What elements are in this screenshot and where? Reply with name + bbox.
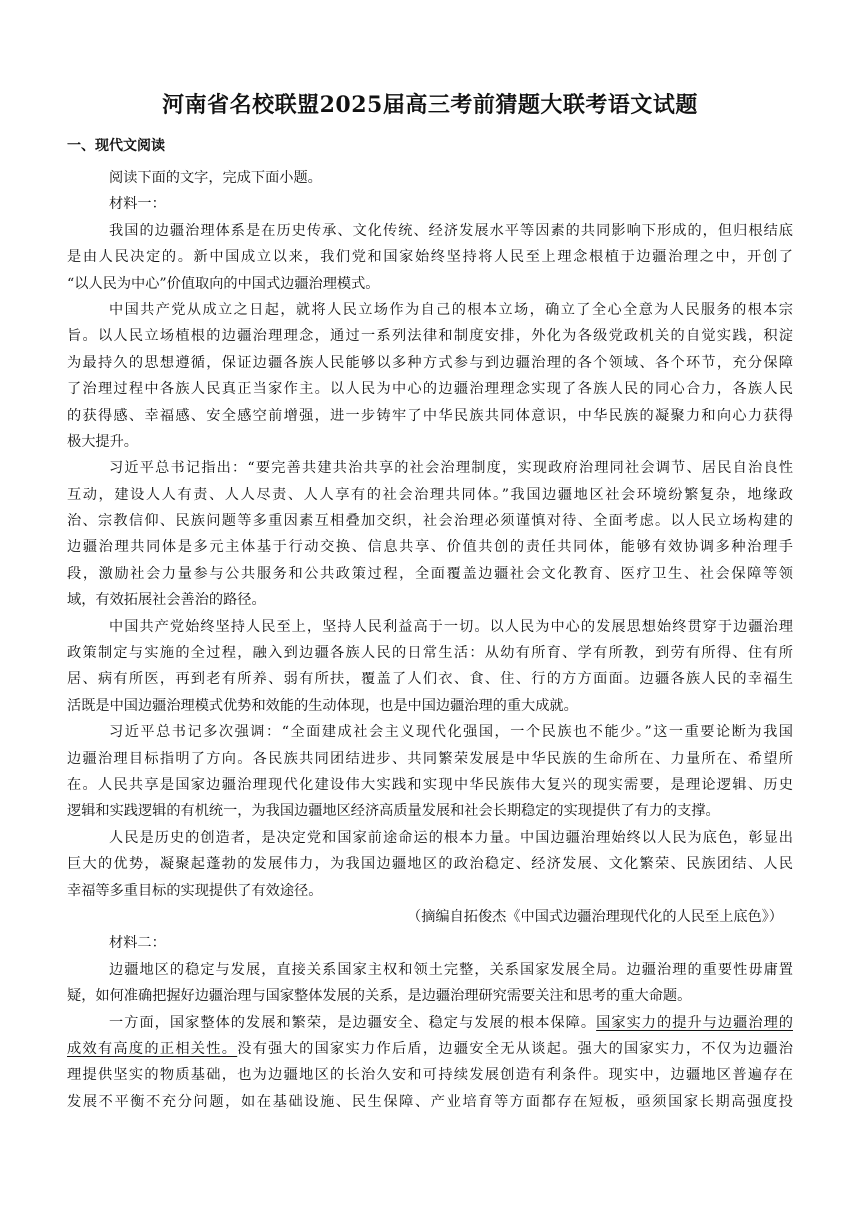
text-line: 习近平总书记指出：“要完善共建共治共享的社会治理制度，实现政府治理同社会调节、居民自治良性 (109, 460, 793, 477)
underlined-text: 国家实力的提升与边疆治理的 (596, 1014, 793, 1031)
underlined-text: 成效有高度的正相关性。 (67, 1040, 238, 1057)
text-plain: 没有强大的国家实力作后盾，边疆安全无从谈起。强大的国家实力，不仅为边疆治 (237, 1040, 793, 1057)
text-line: 阅读下面的文字，完成下面小题。 (109, 170, 322, 186)
text-line: 我国的边疆治理体系是在历史传承、文化传统、经济发展水平等因素的共同影响下形成的，但归根结底 (109, 222, 793, 239)
text-line: 了治理过程中各族人民真正当家作主。以人民为中心的边疆治理理念实现了各族人民的同心合力，各族人民 (67, 381, 793, 398)
text-line: 居、病有所医，再到老有所养、弱有所扶，覆盖了人们衣、食、住、行的方方面面。边疆各族人民的幸福生 (67, 671, 793, 688)
text-line: 中国共产党始终坚持人民至上，坚持人民利益高于一切。以人民为中心的发展思想始终贯穿于边疆治理 (109, 618, 793, 635)
text-line: 人民是历史的创造者，是决定党和国家前途命运的根本力量。中国边疆治理始终以人民为底色，彰显出 (109, 829, 793, 846)
text-line: 习近平总书记多次强调：“全面建成社会主义现代化强国，一个民族也不能少。”这一重要论断为我国 (109, 724, 793, 741)
text-line: 疑，如何准确把握好边疆治理与国家整体发展的关系，是边疆治理研究需要关注和思考的重大命题。 (67, 988, 692, 1005)
text-line: 材料二： (109, 935, 166, 952)
text-line: 政策制定与实施的全过程，融入到边疆各族人民的日常生活：从幼有所育、学有所教，到劳有所得、住有所 (67, 645, 793, 662)
text-line: 中国共产党从成立之日起，就将人民立场作为自己的根本立场，确立了全心全意为人民服务的根本宗 (109, 301, 793, 318)
text-line: 边疆治理共同体是多元主体基于行动交换、信息共享、价值共创的责任共同体，能够有效协调多种治理手 (67, 539, 793, 556)
text-line: 段，激励社会力量参与公共服务和公共政策过程，全面覆盖边疆社会文化教育、医疗卫生、社会保障等领 (67, 565, 793, 582)
text-line: 材料一： (109, 196, 166, 213)
document-title: 河南省名校联盟2025届高三考前猜题大联考语文试题 (162, 92, 698, 118)
text-line: 旨。以人民立场植根的边疆治理理念，通过一系列法律和制度安排，外化为各级党政机关的自觉实践，积淀 (67, 328, 793, 345)
text-line: “以人民为中心”价值取向的中国式边疆治理模式。 (67, 275, 380, 292)
text-line: 是由人民决定的。新中国成立以来，我们党和国家始终坚持将人民至上理念根植于边疆治理之中，开创了 (67, 249, 793, 266)
text-plain: 一方面，国家整体的发展和繁荣，是边疆安全、稳定与发展的根本保障。 (109, 1014, 597, 1031)
section-heading: 一、现代文阅读 (67, 138, 165, 154)
text-line: 为最持久的思想遵循，保证边疆各族人民能够以多种方式参与到边疆治理的各个领域、各个环节，充分保障 (67, 354, 793, 371)
text-line: 在。人民共享是国家边疆治理现代化建设伟大实践和实现中华民族伟大复兴的现实需要，是理论逻辑、历史 (67, 776, 793, 793)
text-line: 的获得感、幸福感、安全感空前增强，进一步铸牢了中华民族共同体意识，中华民族的凝聚力和向心力获得 (67, 407, 793, 424)
text-line: 发展不平衡不充分问题，如在基础设施、民生保障、产业培育等方面都存在短板，亟须国家长期高强度投 (67, 1093, 793, 1110)
text-line: 治、宗教信仰、民族问题等多重因素互相叠加交织，社会治理必须谨慎对待、全面考虑。以人民立场构建的 (67, 513, 793, 530)
text-line: 巨大的优势，凝聚起蓬勃的发展伟力，为我国边疆地区的政治稳定、经济发展、文化繁荣、民族团结、人民 (67, 856, 793, 873)
text-line: 活既是中国边疆治理模式优势和效能的生动体现，也是中国边疆治理的重大成就。 (67, 697, 578, 714)
text-line: 理提供坚实的物质基础，也为边疆地区的长治久安和可持续发展创造有利条件。现实中，边疆地区普遍存在 (67, 1067, 793, 1084)
text-line: 互动，建设人人有责、人人尽责、人人享有的社会治理共同体。”我国边疆地区社会环境纷繁复杂，地缘政 (67, 486, 793, 503)
text-line: 边疆地区的稳定与发展，直接关系国家主权和领土完整，关系国家发展全局。边疆治理的重要性毋庸置 (109, 961, 793, 978)
text-line (67, 1010, 793, 1036)
text-line: 逻辑和实践逻辑的有机统一，为我国边疆地区经济高质量发展和社会长期稳定的实现提供了有力的支撑。 (67, 803, 720, 820)
document-body (67, 165, 793, 1115)
text-line: 域，有效拓展社会善治的路径。 (67, 592, 266, 609)
text-line (67, 1036, 793, 1062)
text-line: 极大提升。 (67, 433, 138, 450)
text-line: 边疆治理目标指明了方向。各民族共同团结进步、共同繁荣发展是中华民族的生命所在、力量所在、希望所 (67, 750, 793, 767)
text-lines (67, 165, 793, 1010)
source-citation: （摘编自拓俊杰《中国式边疆治理现代化的人民至上底色》） (407, 908, 783, 925)
text-line: 幸福等多重目标的实现提供了有效途径。 (67, 882, 323, 899)
